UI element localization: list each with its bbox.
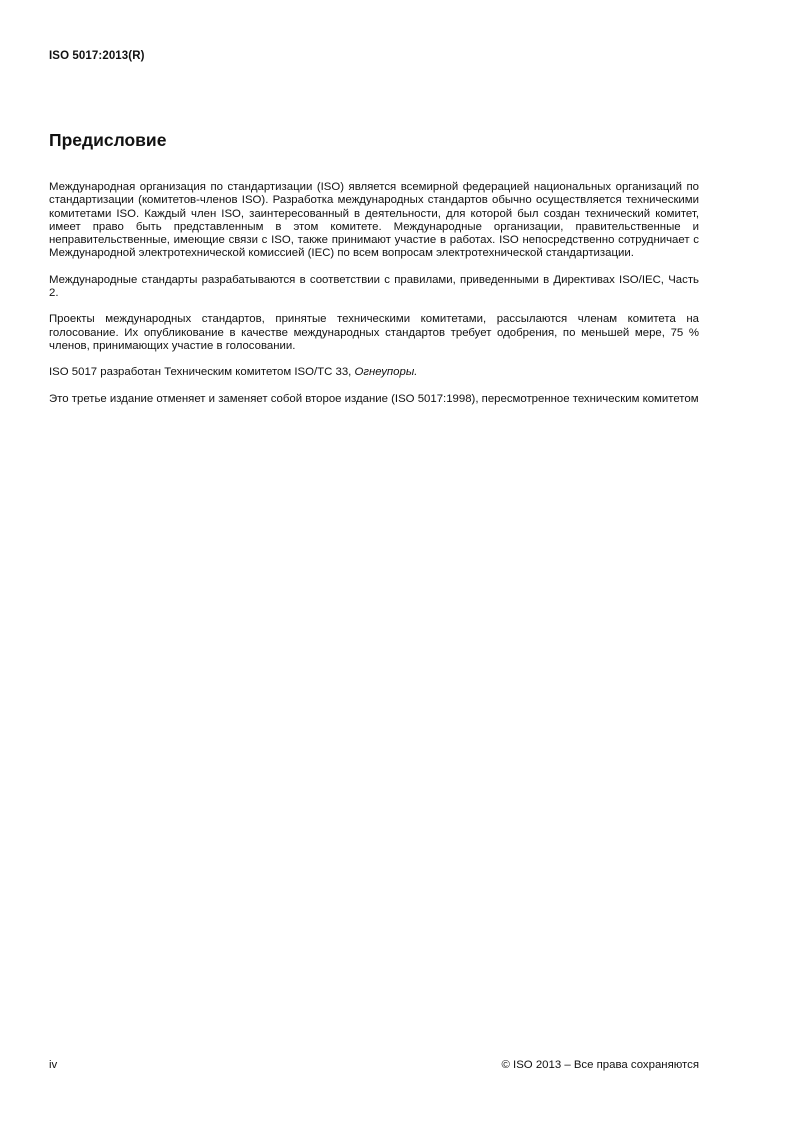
paragraph-5: Это третье издание отменяет и заменяет собой второе издание (ISO 5017:1998), пересмотренное техническим комитетом bbox=[49, 392, 699, 405]
paragraph-2: Международные стандарты разрабатываются в соответствии с правилами, приведенными в Директивах ISO/IEC, Часть 2. bbox=[49, 273, 699, 300]
paragraph-4-text: ISO 5017 разработан Техническим комитетом ISO/TC 33, bbox=[49, 366, 355, 379]
paragraph-4 bbox=[49, 366, 699, 379]
paragraph-1: Международная организация по стандартизации (ISO) является всемирной федерацией национальных организаций по стандартизации (комитетов-членов ISO). Разработка международных стандартов обычно осуществляется техническими комитетами ISO. Каждый член ISO, заинтересованный в деятельности, для которой был создан технический комитет, имеет право быть представленным в этом комитете. Международные организации, правительственные и неправительственные, имеющие связи с ISO, также принимают участие в работах. ISO непосредственно сотрудничает с Международной электротехнической комиссией (IEC) по всем вопросам электротехнической стандартизации. bbox=[49, 181, 699, 260]
page-number: iv bbox=[49, 1059, 58, 1071]
committee-name: Огнеупоры. bbox=[354, 366, 418, 379]
copyright-notice: © ISO 2013 – Все права сохраняются bbox=[501, 1059, 699, 1071]
section-title: Предисловие bbox=[49, 130, 167, 150]
paragraph-3: Проекты международных стандартов, принятые техническими комитетами, рассылаются членам комитета на голосование. Их опубликование в качестве международных стандартов требует одобрения, по меньшей мере, 75 % членов, принимающих участие в голосовании. bbox=[49, 313, 699, 352]
document-id: ISO 5017:2013(R) bbox=[49, 50, 145, 62]
foreword-body bbox=[49, 181, 699, 419]
